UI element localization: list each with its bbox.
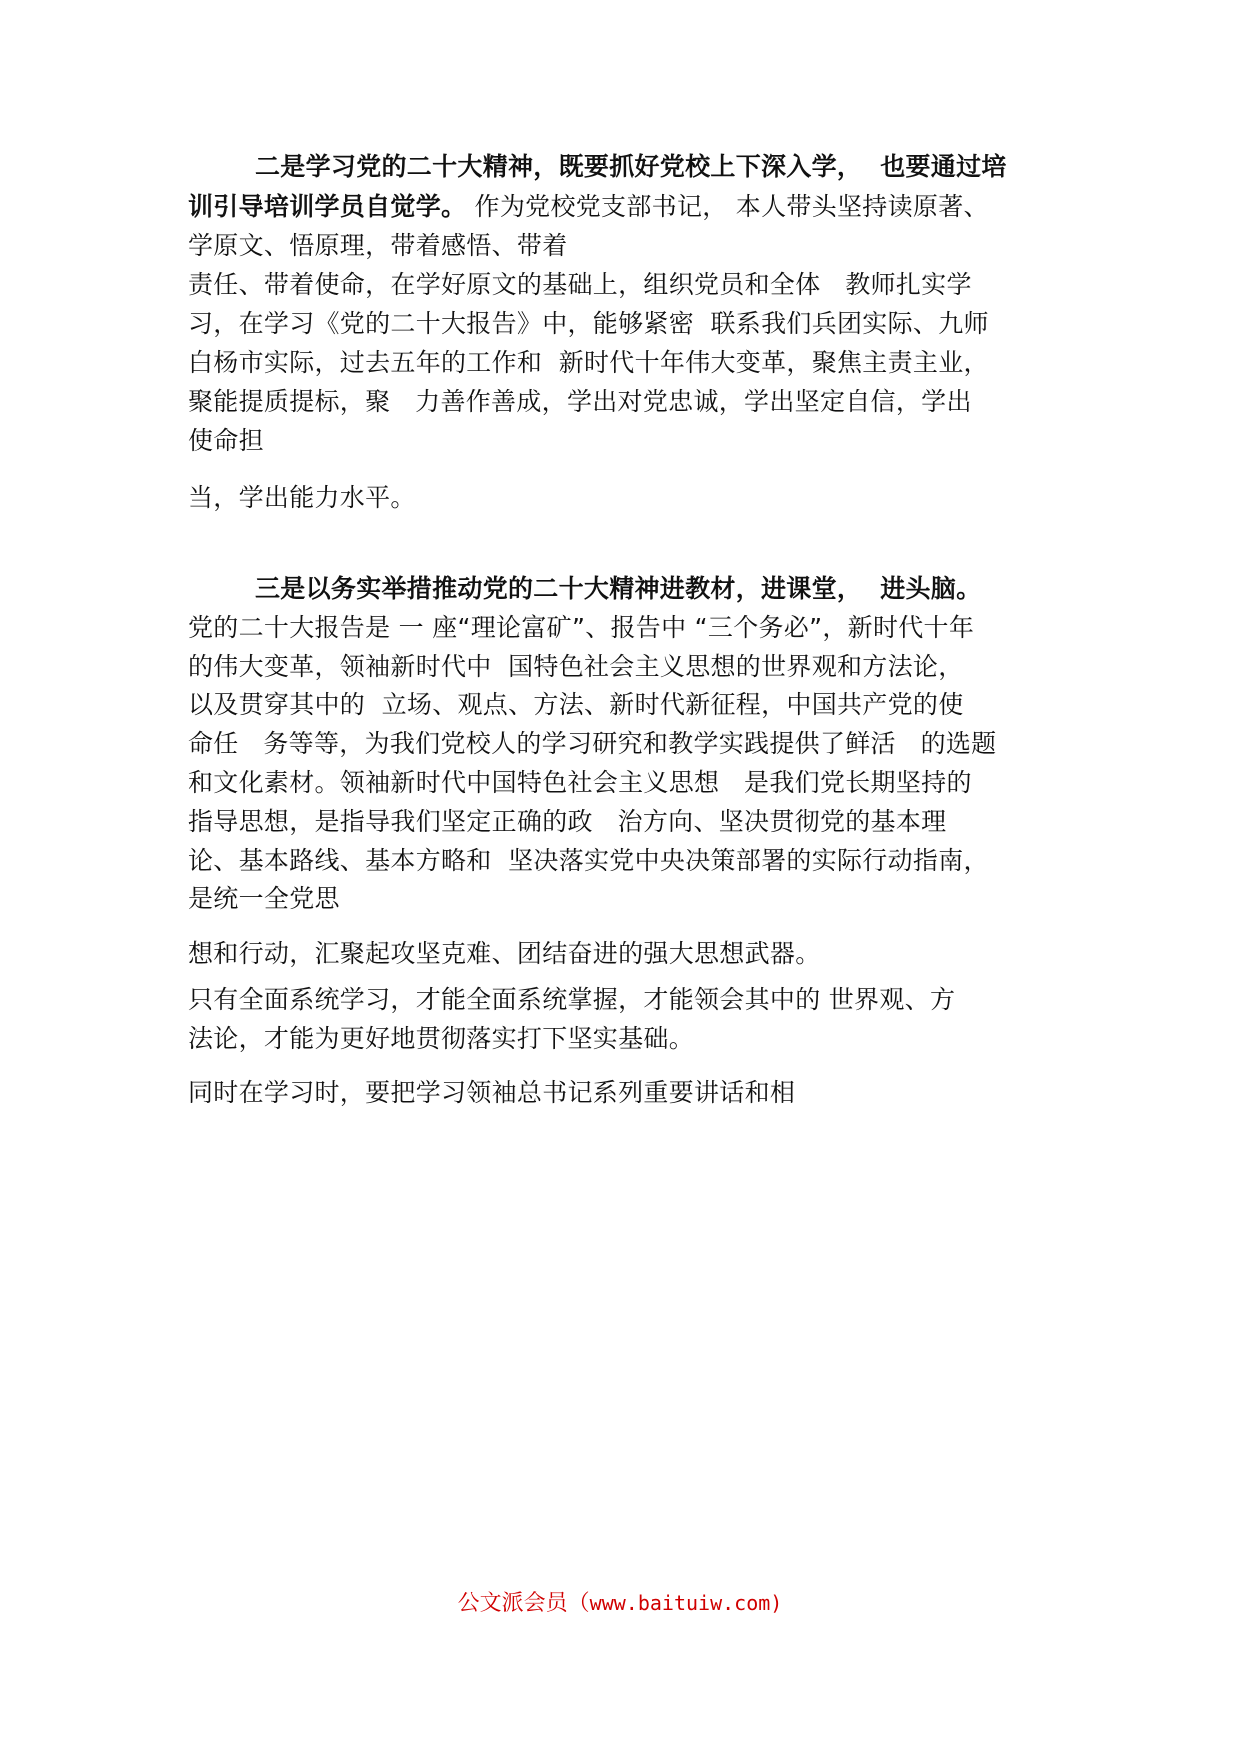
footer-url: www.baituiw.com) [589,1591,783,1615]
section3-line: 和文化素材。领袖新时代中国特色社会主义思想 是我们党长期坚持的 [188,768,972,797]
section3-line: 命任 务等等，为我们党校人的学习研究和教学实践提供了鲜活 的选题 [188,729,997,758]
section2-heading-line2 [188,190,989,224]
section3-line: 指导思想，是指导我们坚定正确的政 治方向、坚决贯彻党的基本理 [188,807,947,836]
footer-watermark [0,1588,1240,1619]
section2-heading-rest: 作为党校党支部书记， 本人带头坚持读原著、 [466,192,989,221]
section2-line: 聚能提质提标，聚 力善作善成，学出对党忠诚，学出坚定自信，学出 [188,387,972,416]
section3-para2: 想和行动，汇聚起攻坚克难、团结奋进的强大思想武器。 [188,939,821,968]
section3-line: 以及贯穿其中的 立场、观点、方法、新时代新征程，中国共产党的使 [188,690,964,719]
section3-line: 是统一全党思 [188,884,340,913]
section2-heading-bold: 训引导培训学员自觉学。 [188,192,467,221]
section3-heading: 三是以务实举措推动党的二十大精神进教材，进课堂， 进头脑。 [255,574,982,603]
section3-line: 的伟大变革，领袖新时代中 国特色社会主义思想的世界观和方法论， [188,652,964,681]
section2-line: 习，在学习《党的二十大报告》中，能够紧密 联系我们兵团实际、九师 [188,309,989,338]
section3-line: 党的二十大报告是 一 座“理论富矿”、报告中 “三个务必”，新时代十年 [188,613,975,642]
section3-line: 论、基本路线、基本方略和 坚决落实党中央决策部署的实际行动指南， [188,846,989,875]
footer-label: 公文派会员（ [457,1591,590,1616]
section3-para3-line: 只有全面系统学习，才能全面系统掌握，才能领会其中的 世界观、方 [188,985,956,1014]
section2-heading-line1: 二是学习党的二十大精神，既要抓好党校上下深入学， 也要通过培 [255,152,1007,181]
section2-tail: 当，学出能力水平。 [188,483,416,512]
section2-line: 学原文、悟原理，带着感悟、带着 [188,231,568,260]
section2-line: 白杨市实际，过去五年的工作和 新时代十年伟大变革，聚焦主责主业， [188,348,989,377]
section2-line: 责任、带着使命，在学好原文的基础上，组织党员和全体 教师扎实学 [188,270,972,299]
section2-line: 使命担 [188,426,264,455]
section3-para3-line: 法论，才能为更好地贯彻落实打下坚实基础。 [188,1024,695,1053]
section3-para4: 同时在学习时，要把学习领袖总书记系列重要讲话和相 [188,1078,796,1107]
